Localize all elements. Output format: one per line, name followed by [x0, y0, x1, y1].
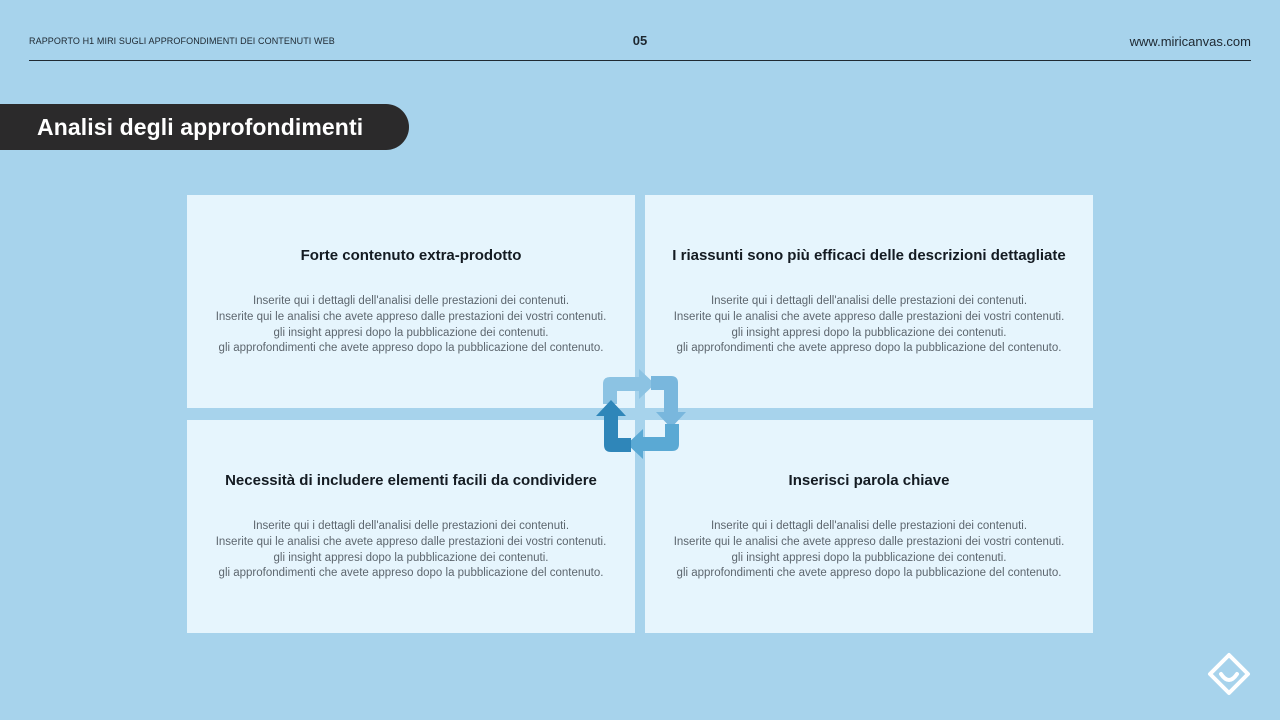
insight-card-line: Inserite qui le analisi che avete appreso dalle prestazioni dei vostri contenuti.: [673, 310, 1065, 323]
insight-card: [645, 420, 1093, 633]
section-title-banner: [0, 104, 409, 150]
insight-card-title: Inserisci parola chiave: [788, 472, 950, 489]
page-header: [29, 0, 1251, 61]
insight-card-line: gli approfondimenti che avete appreso dopo la pubblicazione del contenuto.: [218, 342, 604, 355]
insight-card-line: gli approfondimenti che avete appreso dopo la pubblicazione del contenuto.: [676, 342, 1062, 355]
insight-card: [187, 420, 635, 633]
cycle-arrow-bottom: [627, 424, 679, 459]
insight-card-body: [645, 294, 1093, 357]
insight-card-line: Inserite qui le analisi che avete appreso dalle prestazioni dei vostri contenuti.: [673, 535, 1065, 548]
insight-card-title: Forte contenuto extra-prodotto: [300, 247, 522, 264]
insight-card-line: Inserite qui le analisi che avete appreso dalle prestazioni dei vostri contenuti.: [215, 535, 607, 548]
insight-card-line: gli insight appresi dopo la pubblicazione dei contenuti.: [273, 551, 549, 564]
insight-card: [645, 195, 1093, 408]
cycle-arrows-icon: [596, 368, 686, 460]
insight-card-body: [187, 294, 635, 357]
insight-card-body: [645, 519, 1093, 582]
insight-card-title: Necessità di includere elementi facili da condividere: [225, 472, 597, 489]
report-title: RAPPORTO H1 MIRI SUGLI APPROFONDIMENTI DEI CONTENUTI WEB: [29, 36, 335, 46]
insight-card: [187, 195, 635, 408]
insight-card-line: Inserite qui i dettagli dell'analisi delle prestazioni dei contenuti.: [252, 295, 570, 307]
insight-card-line: Inserite qui i dettagli dell'analisi delle prestazioni dei contenuti.: [710, 520, 1028, 532]
insight-card-line: Inserite qui i dettagli dell'analisi delle prestazioni dei contenuti.: [252, 520, 570, 532]
insight-card-line: Inserite qui le analisi che avete appreso dalle prestazioni dei vostri contenuti.: [215, 310, 607, 323]
page-number: 05: [632, 33, 648, 48]
insight-card-line: gli approfondimenti che avete appreso dopo la pubblicazione del contenuto.: [676, 567, 1062, 580]
website-link[interactable]: www.miricanvas.com: [1129, 34, 1251, 49]
insight-card-line: gli insight appresi dopo la pubblicazione dei contenuti.: [731, 551, 1007, 564]
cycle-arrow-left: [596, 400, 631, 452]
insight-card-line: Inserite qui i dettagli dell'analisi delle prestazioni dei contenuti.: [710, 295, 1028, 307]
cycle-arrow-top: [603, 369, 655, 404]
miricanvas-logo-icon: [1206, 652, 1252, 698]
insight-card-title: I riassunti sono più efficaci delle descrizioni dettagliate: [672, 247, 1066, 264]
insight-card-line: gli approfondimenti che avete appreso dopo la pubblicazione del contenuto.: [218, 567, 604, 580]
section-title: Analisi degli approfondimenti: [37, 113, 364, 140]
insight-card-line: gli insight appresi dopo la pubblicazione dei contenuti.: [273, 326, 549, 339]
insight-card-body: [187, 519, 635, 582]
cycle-arrow-right: [651, 376, 686, 428]
insight-card-line: gli insight appresi dopo la pubblicazione dei contenuti.: [731, 326, 1007, 339]
